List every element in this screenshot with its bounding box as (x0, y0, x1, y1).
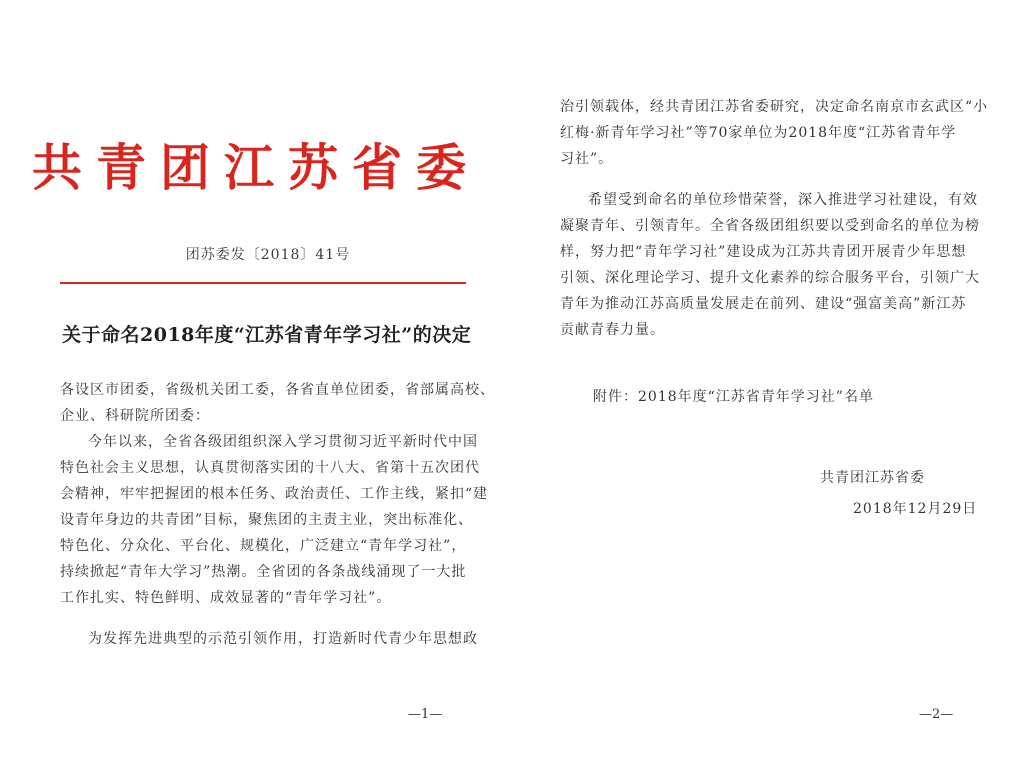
paragraph-line: 习社”。 (560, 151, 614, 167)
page-number-2: —2— (919, 707, 954, 722)
paragraph-line: 贡献青春力量。 (560, 322, 665, 338)
paragraph-line: 样，努力把“青年学习社”建设成为江苏共青团开展青少年思想 (560, 244, 967, 260)
paragraph-line: 凝聚青年、引领青年。全省各级团组织要以受到命名的单位为榜 (560, 218, 980, 234)
paragraph-line: 设青年身边的共青团”目标，聚焦团的主责主业，突出标准化、 (60, 512, 474, 528)
paragraph-line: 特色社会主义思想，认真贯彻落实团的十八大、省第十五次团代 (60, 460, 480, 476)
paragraph-line: 红梅·新青年学习社”等70家单位为2018年度“江苏省青年学 (560, 125, 957, 141)
paragraph-line: 工作扎实、特色鲜明、成效显著的“青年学习社”。 (60, 590, 392, 606)
signature-date: 2018年12月29日 (853, 501, 978, 517)
addressee-line: 企业、科研院所团委： (60, 408, 210, 424)
paragraph-line: 持续掀起“青年大学习”热潮。全省团的各条战线涌现了一大批 (60, 564, 467, 580)
paragraph-line: 引领、深化理论学习、提升文化素养的综合服务平台，引领广大 (560, 270, 980, 286)
paragraph-3 (560, 187, 980, 343)
paragraph-line: 青年为推动江苏高质量发展走在前列、建设“强富美高”新江苏 (560, 296, 967, 312)
paragraph-line: 希望受到命名的单位珍惜荣誉，深入推进学习社建设，有效 (588, 192, 978, 208)
page-number-1: —1— (408, 707, 443, 722)
signature-organization: 共青团江苏省委 (820, 470, 925, 486)
issuing-organization-header: 共青团江苏省委 (32, 138, 480, 197)
addressee-line: 各设区市团委，省级机关团工委，各省直单位团委，省部属高校、 (60, 382, 495, 398)
paragraph-line: 今年以来，全省各级团组织深入学习贯彻习近平新时代中国 (88, 434, 478, 450)
paragraph-line: 特色化、分众化、平台化、规模化，广泛建立“青年学习社”， (60, 538, 467, 554)
attachment-note: 附件：2018年度“江苏省青年学习社”名单 (593, 389, 874, 405)
paragraph-line: 会精神，牢牢把握团的根本任务、政治责任、工作主线，紧扣“建 (60, 486, 489, 502)
document-number: 团苏委发〔2018〕41号 (185, 247, 351, 263)
document-title: 关于命名2018年度“江苏省青年学习社”的决定 (62, 324, 472, 346)
paragraph-1 (60, 429, 489, 611)
paragraph-2-continued (560, 94, 989, 172)
addressee-block (60, 377, 495, 429)
red-divider-line (60, 282, 466, 284)
paragraph-line: 为发挥先进典型的示范引领作用，打造新时代青少年思想政 (88, 631, 478, 647)
paragraph-2-start (60, 626, 478, 652)
paragraph-line: 治引领载体，经共青团江苏省委研究，决定命名南京市玄武区“小 (560, 99, 989, 115)
